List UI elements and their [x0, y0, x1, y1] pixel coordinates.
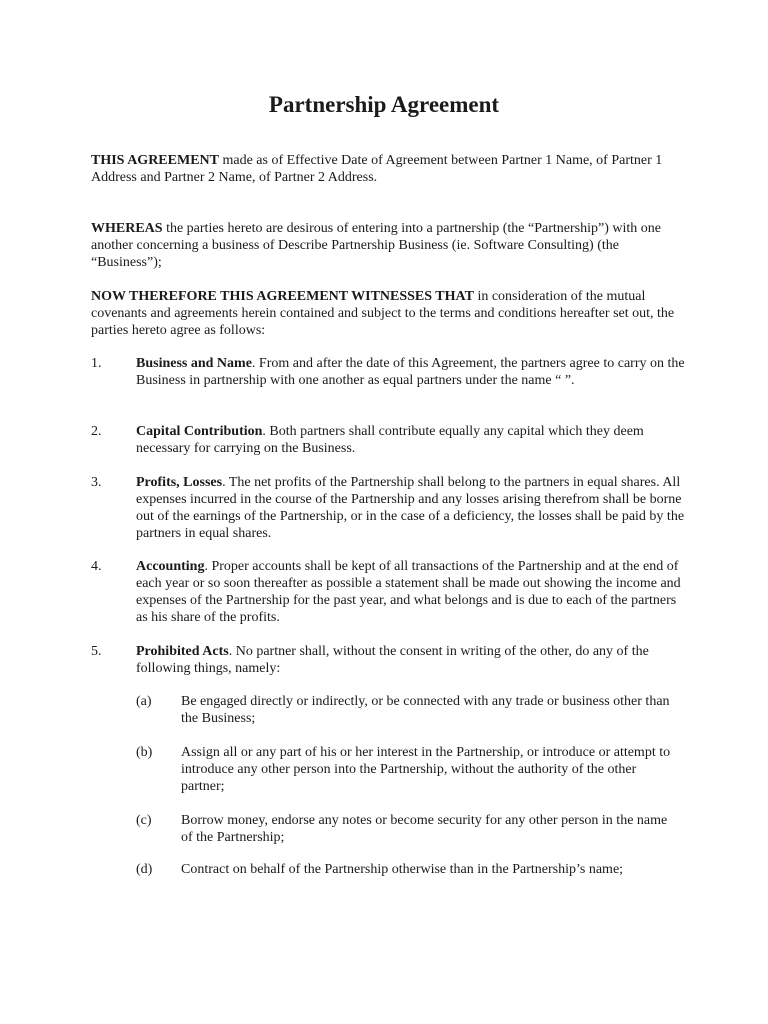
subclause-label: (d)	[136, 862, 153, 877]
subclause-a	[136, 693, 691, 727]
clause-text: . From and after the date of this Agreement, the partners agree to carry on the Business in partnership with one another as equal partners under the name “ ”.	[136, 356, 685, 388]
clause-number: 4.	[91, 559, 102, 574]
intro-lead: THIS AGREEMENT	[91, 153, 219, 168]
clause-heading: Profits, Losses	[136, 475, 223, 490]
subclause-d	[136, 861, 691, 878]
document-title: Partnership Agreement	[268, 92, 500, 117]
clause-number: 1.	[91, 356, 102, 371]
subclause-b	[136, 744, 691, 795]
clause-heading: Accounting	[136, 559, 205, 574]
clause-heading: Business and Name	[136, 356, 252, 371]
clause-text: . The net profits of the Partnership shall belong to the partners in equal shares. All expenses incurred in the course of the Partnership and any losses arising therefrom shall be borne out of the earnings of the Partnership, or in the case of a deficiency, the losses shall be paid by the partners in equal shares.	[136, 475, 685, 541]
subclause-text: Assign all or any part of his or her interest in the Partnership, or introduce or attempt to introduce any other person into the Partnership, without the authority of the other partner;	[181, 745, 671, 794]
clause-text: . Proper accounts shall be kept of all transactions of the Partnership and at the end of each year or so soon thereafter as possible a statement shall be made out showing the income and expenses of the Partnership for the past year, and what belongs and is due to each of the partners as his share of the profits.	[136, 559, 681, 625]
whereas-text: the parties hereto are desirous of entering into a partnership (the “Partnership”) with one another concerning a business of Describe Partnership Business (ie. Software Consulting) (the “Business”);	[91, 221, 661, 270]
clause-text: . No partner shall, without the consent in writing of the other, do any of the following things, namely:	[136, 644, 649, 676]
clause-1	[91, 355, 691, 389]
subclause-text: Contract on behalf of the Partnership otherwise than in the Partnership’s name;	[181, 862, 624, 877]
subclause-label: (b)	[136, 745, 153, 760]
subclause-text: Be engaged directly or indirectly, or be connected with any trade or business other than the Business;	[181, 694, 670, 726]
subclause-label: (c)	[136, 813, 152, 828]
clause-number: 3.	[91, 475, 102, 490]
clause-text: . Both partners shall contribute equally any capital which they deem necessary for carrying on the Business.	[136, 424, 644, 456]
clause-4	[91, 558, 691, 626]
clause-number: 2.	[91, 424, 102, 439]
clause-5	[91, 643, 691, 677]
subclause-label: (a)	[136, 694, 152, 709]
intro-text: made as of Effective Date of Agreement between Partner 1 Name, of Partner 1 Address and Partner 2 Name, of Partner 2 Address.	[91, 153, 663, 185]
subclause-c	[136, 812, 691, 846]
clause-3	[91, 474, 691, 542]
clause-heading: Prohibited Acts	[136, 644, 229, 659]
clause-2	[91, 423, 691, 457]
now-therefore-text: in consideration of the mutual covenants and agreements herein contained and subject to the terms and conditions hereafter set out, the parties hereto agree as follows:	[91, 289, 675, 338]
now-therefore-lead: NOW THEREFORE THIS AGREEMENT WITNESSES THAT	[91, 289, 474, 304]
intro-paragraph	[91, 152, 691, 186]
now-therefore-paragraph	[91, 288, 691, 339]
subclause-text: Borrow money, endorse any notes or become security for any other person in the name of the Partnership;	[181, 813, 668, 845]
whereas-paragraph	[91, 220, 691, 271]
clause-heading: Capital Contribution	[136, 424, 263, 439]
clause-number: 5.	[91, 644, 102, 659]
whereas-lead: WHEREAS	[91, 221, 163, 236]
